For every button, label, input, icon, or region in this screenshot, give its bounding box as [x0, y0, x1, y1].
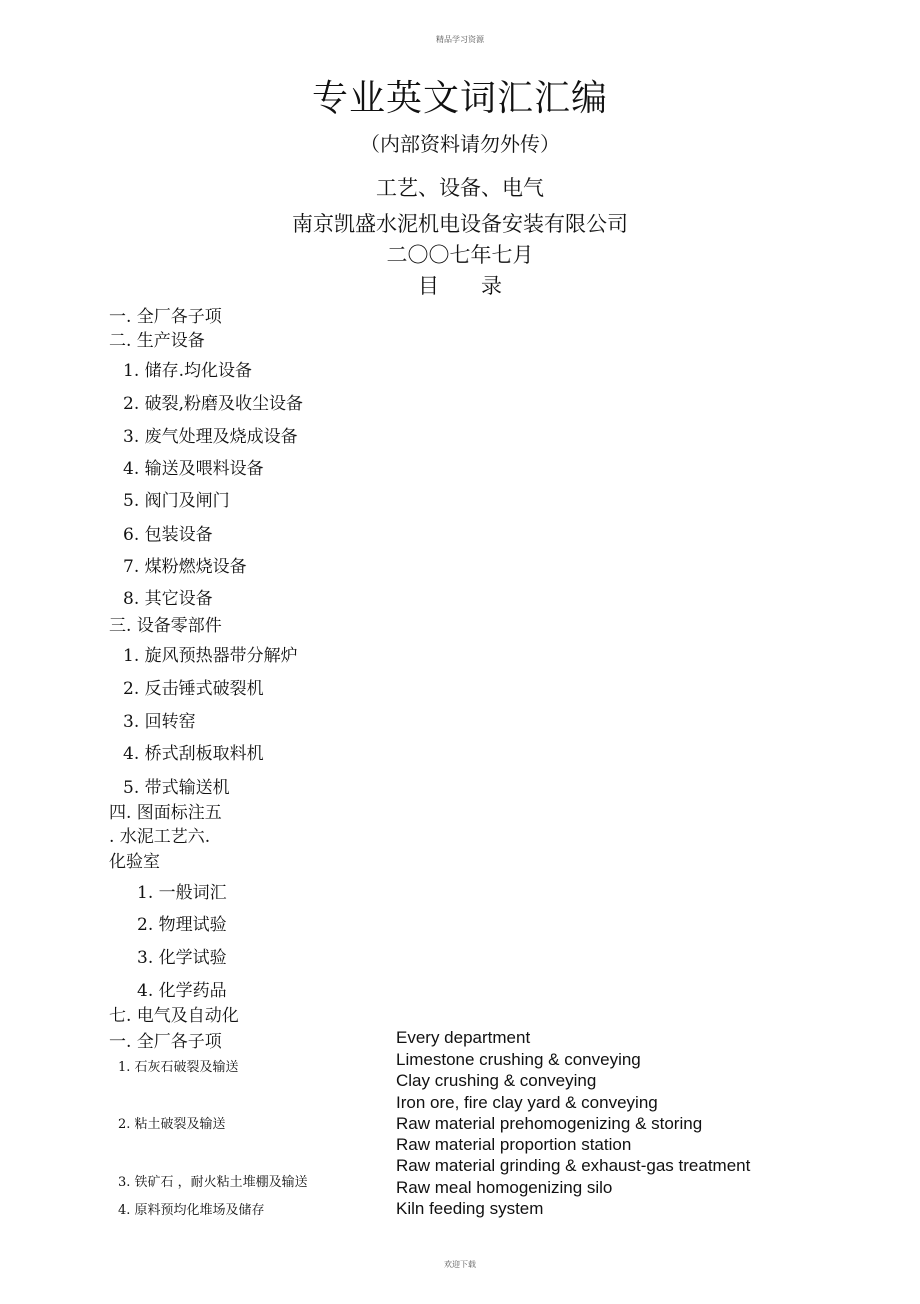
toc-item: 化验室	[109, 852, 160, 872]
toc-item: 7. 煤粉燃烧设备	[123, 557, 247, 577]
toc-item: 4. 输送及喂料设备	[123, 459, 264, 479]
header-note: 精品学习资源	[436, 35, 484, 44]
toc-item: 七. 电气及自动化	[109, 1006, 239, 1026]
toc-item: 一. 全厂各子项	[109, 307, 222, 327]
toc-item: 2. 破裂,粉磨及收尘设备	[123, 394, 304, 414]
subject-line: 工艺、设备、电气	[376, 176, 544, 200]
toc-item: 1. 储存.均化设备	[123, 361, 253, 381]
toc-item: 3. 废气处理及烧成设备	[123, 427, 298, 447]
toc-item: 2. 物理试验	[137, 915, 227, 935]
en-term: Raw meal homogenizing silo	[396, 1178, 613, 1197]
cn-term: 4. 原料预均化堆场及储存	[118, 1203, 265, 1218]
en-term: Raw material proportion station	[396, 1135, 632, 1154]
toc-item: 5. 阀门及闸门	[123, 491, 230, 511]
toc-item: 3. 化学试验	[137, 948, 227, 968]
toc-item: 4. 桥式刮板取料机	[123, 744, 264, 764]
en-term: Kiln feeding system	[396, 1199, 544, 1218]
toc-item: 1. 旋风预热器带分解炉	[123, 646, 298, 666]
toc-item: 二. 生产设备	[109, 331, 205, 351]
toc-item: 4. 化学药品	[137, 981, 227, 1001]
document-title: 专业英文词汇汇编	[311, 78, 608, 119]
toc-item: 8. 其它设备	[123, 589, 213, 609]
date-line: 二〇〇七年七月	[386, 243, 534, 267]
toc-item: 三. 设备零部件	[109, 616, 222, 636]
section-heading: 一. 全厂各子项	[109, 1032, 222, 1052]
en-term: Raw material grinding & exhaust-gas treatment	[396, 1156, 751, 1175]
en-term: Raw material prehomogenizing & storing	[396, 1114, 703, 1133]
en-term: Clay crushing & conveying	[396, 1071, 597, 1090]
en-term: Limestone crushing & conveying	[396, 1050, 641, 1069]
en-term: Iron ore, fire clay yard & conveying	[396, 1093, 658, 1112]
toc-item: 1. 一般词汇	[137, 883, 227, 903]
cn-term: 1. 石灰石破裂及输送	[118, 1060, 239, 1075]
cn-term: 3. 铁矿石 ，耐火粘土堆棚及输送	[118, 1175, 308, 1190]
toc-item: 2. 反击锤式破裂机	[123, 679, 264, 699]
en-term: Every department	[396, 1028, 531, 1047]
cn-term: 2. 粘土破裂及输送	[118, 1117, 226, 1132]
toc-item: . 水泥工艺六.	[109, 827, 211, 847]
toc-item: 6. 包装设备	[123, 525, 213, 545]
internal-notice: （内部资料请勿外传）	[360, 132, 560, 156]
footer-note: 欢迎下载	[444, 1260, 476, 1269]
company-name: 南京凯盛水泥机电设备安装有限公司	[292, 212, 628, 236]
toc-heading: 目 录	[418, 274, 502, 298]
toc-item: 四. 图面标注五	[109, 803, 222, 823]
toc-item: 5. 带式输送机	[123, 778, 230, 798]
toc-item: 3. 回转窑	[123, 712, 196, 732]
